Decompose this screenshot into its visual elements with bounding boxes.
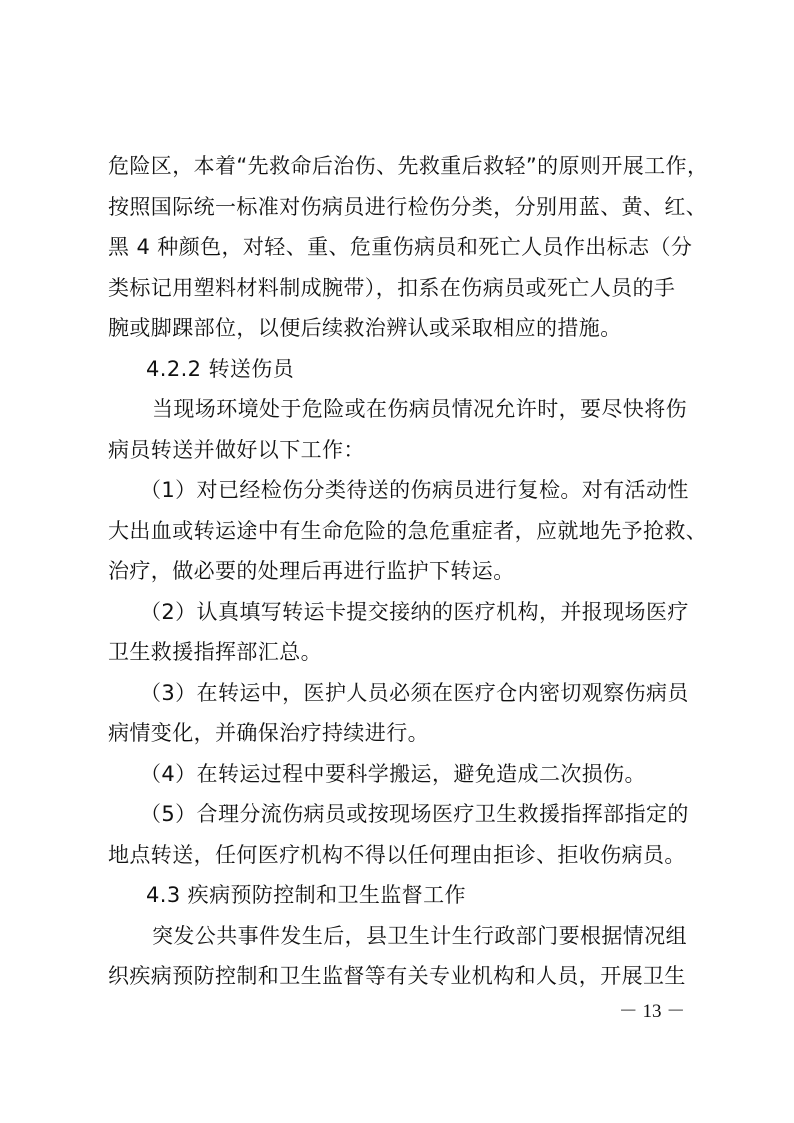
paragraph-line: 突发公共事件发生后，县卫生计生行政部门要根据情况组 (152, 923, 687, 948)
text-line: 危险区，本着“先救命后治伤、先救重后救轻”的原则开展工作， (108, 154, 709, 178)
list-item-line: （2）认真填写转运卡提交接纳的医疗机构，并报现场医疗 (140, 599, 689, 624)
list-item-line: （5）合理分流伤病员或按现场医疗卫生救援指挥部指定的 (140, 802, 689, 826)
text-line: 织疾病预防控制和卫生监督等有关专业机构和人员，开展卫生 (108, 964, 686, 988)
text-line: 腕或脚踝部位，以便后续救治辨认或采取相应的措施。 (108, 316, 622, 340)
text-line: 病员转送并做好以下工作： (108, 437, 365, 462)
page-number: － 13 － (618, 1001, 686, 1022)
text-line: 按照国际统一标准对伤病员进行检伤分类，分别用蓝、黄、红、 (108, 194, 708, 219)
text-line: 治疗，做必要的处理后再进行监护下转运。 (108, 559, 515, 583)
list-item-line: （4）在转运过程中要科学搬运，避免造成二次损伤。 (140, 761, 646, 786)
list-item-line: （3）在转运中，医护人员必须在医疗仓内密切观察伤病员 (140, 680, 689, 705)
text-line: 病情变化，并确保治疗持续进行。 (108, 721, 429, 745)
text-line: 卫生救援指挥部汇总。 (108, 640, 322, 664)
text-line: 地点转送，任何医疗机构不得以任何理由拒诊、拒收伤病员。 (108, 842, 686, 867)
body-text (108, 146, 709, 997)
section-heading: 4.2.2 转送伤员 (146, 356, 295, 381)
section-heading: 4.3 疾病预防控制和卫生监督工作 (146, 883, 466, 907)
text-line: 黑 4 种颜色，对轻、重、危重伤病员和死亡人员作出标志（分 (108, 235, 693, 259)
text-line: 大出血或转运途中有生命危险的急危重症者，应就地先予抢救、 (108, 518, 708, 543)
paragraph-line: 当现场环境处于危险或在伤病员情况允许时，要尽快将伤 (152, 397, 687, 421)
list-item-line: （1）对已经检伤分类待送的伤病员进行复检。对有活动性 (140, 478, 689, 502)
text-line: 类标记用塑料材料制成腕带），扣系在伤病员或死亡人员的手 (108, 275, 676, 300)
